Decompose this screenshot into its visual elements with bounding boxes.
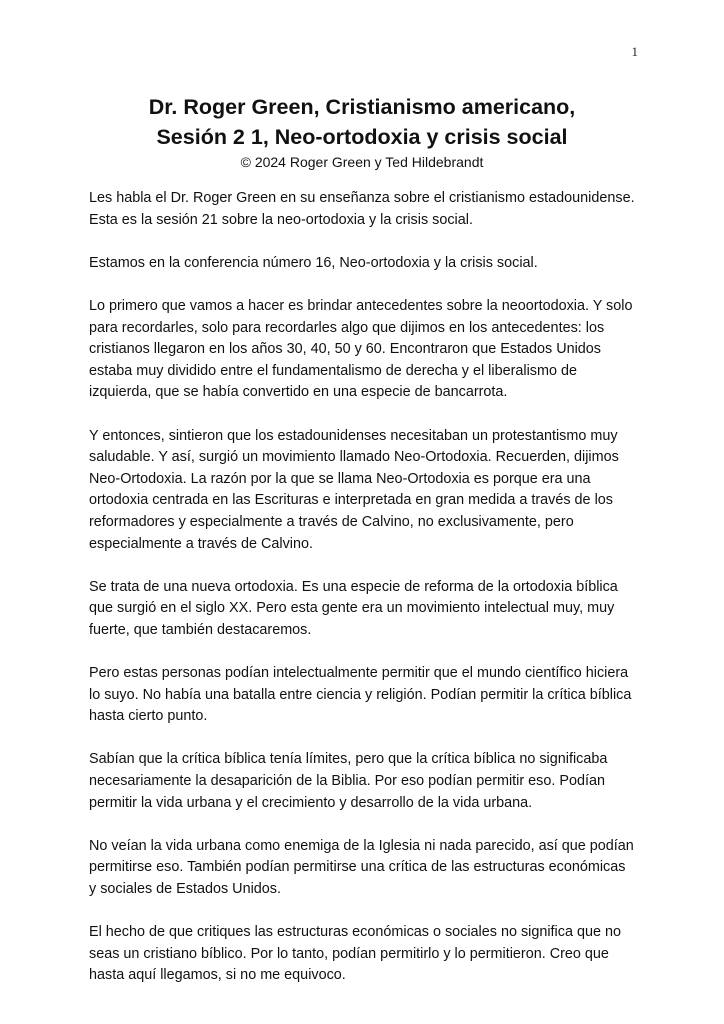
copyright-notice: © 2024 Roger Green y Ted Hildebrandt <box>240 154 484 170</box>
paragraph-line: Esta es la sesión 21 sobre la neo-ortodoxia y la crisis social. <box>89 211 473 228</box>
paragraph <box>89 253 649 275</box>
paragraph <box>89 426 649 556</box>
paragraph-line: especialmente a través de Calvino. <box>89 535 313 552</box>
paragraph-line: lo suyo. No había una batalla entre ciencia y religión. Podían permitir la crítica bíblica <box>89 686 632 703</box>
paragraph <box>89 836 649 901</box>
paragraph-line: seas un cristiano bíblico. Por lo tanto, podían permitirlo y lo permitieron. Creo que <box>89 945 609 962</box>
paragraph-line: estaba muy dividido entre el fundamentalismo de derecha y el liberalismo de <box>89 362 577 379</box>
paragraph-line: Se trata de una nueva ortodoxia. Es una especie de reforma de la ortodoxia bíblica <box>89 578 618 595</box>
paragraph-line: hasta aquí llegamos, si no me equivoco. <box>89 967 346 984</box>
paragraph-line: Lo primero que vamos a hacer es brindar antecedentes sobre la neoortodoxia. Y solo <box>89 297 633 314</box>
title-line-2: Sesión 2 1, Neo-ortodoxia y crisis social <box>156 125 568 149</box>
paragraph-line: necesariamente la desaparición de la Biblia. Por eso podían permitir eso. Podían <box>89 773 605 790</box>
paragraph-line: El hecho de que critiques las estructuras económicas o sociales no significa que no <box>89 924 621 941</box>
title-line-1: Dr. Roger Green, Cristianismo americano, <box>148 95 576 119</box>
paragraph <box>89 577 649 642</box>
paragraph-line: Estamos en la conferencia número 16, Neo-ortodoxia y la crisis social. <box>89 254 538 271</box>
paragraph-line: Pero estas personas podían intelectualmente permitir que el mundo científico hiciera <box>89 665 629 682</box>
paragraph-line: permitir la vida urbana y el crecimiento y desarrollo de la vida urbana. <box>89 794 533 811</box>
paragraph <box>89 922 649 987</box>
paragraph-line: saludable. Y así, surgió un movimiento llamado Neo-Ortodoxia. Recuerden, dijimos <box>89 449 619 466</box>
paragraph-line: Sabían que la crítica bíblica tenía límites, pero que la crítica bíblica no significaba <box>89 751 608 768</box>
paragraph-line: Y entonces, sintieron que los estadounidenses necesitaban un protestantismo muy <box>89 427 618 444</box>
paragraph-line: que surgió en el siglo XX. Pero esta gente era un movimiento intelectual muy, muy <box>89 600 615 617</box>
paragraph-line: Les habla el Dr. Roger Green en su enseñanza sobre el cristianismo estadounidense. <box>89 190 635 206</box>
paragraph-line: Neo-Ortodoxia. La razón por la que se llama Neo-Ortodoxia es porque era una <box>89 470 591 487</box>
paragraph-line: ortodoxia centrada en las Escrituras e interpretada en gran medida a través de los <box>89 492 613 509</box>
document-header <box>0 92 724 172</box>
paragraph <box>89 663 649 728</box>
paragraph <box>89 188 649 231</box>
paragraph-line: reformadores y especialmente a través de Calvino, no exclusivamente, pero <box>89 513 574 530</box>
paragraph-line: permitirse eso. También podían permitirse una crítica de las estructuras económicas <box>89 859 626 876</box>
paragraph <box>89 749 649 814</box>
paragraph-line: cristianos llegaron en los años 30, 40, 50 y 60. Encontraron que Estados Unidos <box>89 341 601 358</box>
paragraph-line: y sociales de Estados Unidos. <box>89 881 281 897</box>
paragraph-line: fuerte, que también destacaremos. <box>89 621 312 638</box>
paragraph-line: para recordarles, solo para recordarles algo que dijimos en los antecedentes: los <box>89 319 605 336</box>
paragraph-line: No veían la vida urbana como enemiga de la Iglesia ni nada parecido, así que podían <box>89 837 634 854</box>
paragraph <box>89 296 649 404</box>
paragraph-line: hasta cierto punto. <box>89 708 208 725</box>
page-number: 1 <box>631 44 638 59</box>
document-body <box>89 188 649 1009</box>
paragraph-line: izquierda, que se había convertido en una especie de bancarrota. <box>89 384 508 401</box>
